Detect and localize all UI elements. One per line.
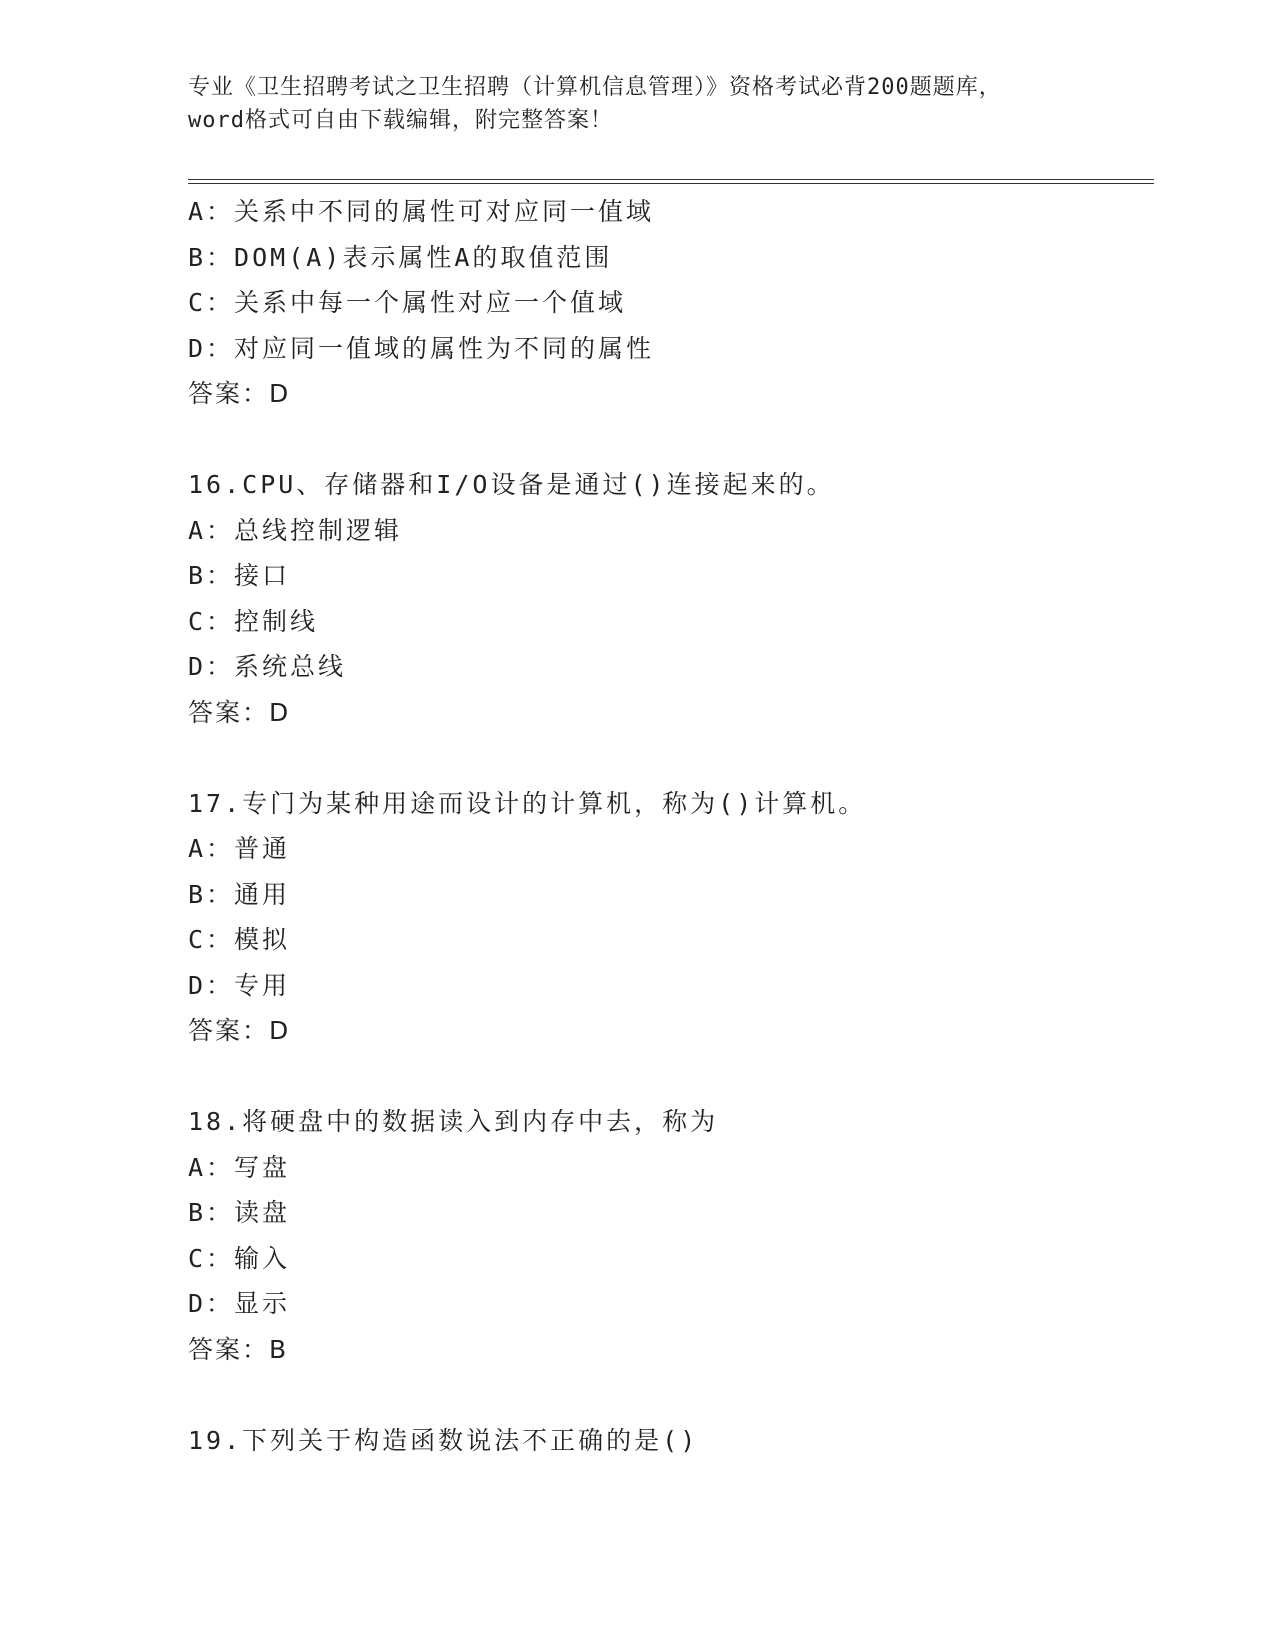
- question-19-block: [188, 1418, 1138, 1464]
- option-d: D：系统总线: [188, 652, 347, 681]
- document-header: [188, 71, 1088, 137]
- option-a: A：总线控制逻辑: [188, 515, 403, 545]
- question-text: 18.将硬盘中的数据读入到内存中去，称为: [188, 1107, 719, 1136]
- option-b: B：DOM(A)表示属性A的取值范围: [188, 242, 613, 272]
- spacer: [188, 735, 1138, 781]
- option-a: A：普通: [188, 834, 291, 863]
- answer-line: 答案：D: [188, 379, 291, 408]
- question-16-block: [188, 462, 1138, 735]
- option-c: C：模拟: [188, 925, 291, 954]
- option-c: C：控制线: [188, 606, 319, 636]
- question-text: 19.下列关于构造函数说法不正确的是(): [188, 1425, 699, 1455]
- question-text: 16.CPU、存储器和I/O设备是通过()连接起来的。: [188, 470, 835, 499]
- answer-line: 答案：B: [188, 1334, 289, 1364]
- option-a: A：关系中不同的属性可对应同一值域: [188, 197, 655, 226]
- option-a: A：写盘: [188, 1152, 291, 1182]
- question-17-block: [188, 781, 1138, 1054]
- question-18-block: [188, 1099, 1138, 1372]
- option-d: D：专用: [188, 970, 291, 1000]
- option-b: B：读盘: [188, 1198, 291, 1227]
- option-b: B：接口: [188, 561, 291, 590]
- answer-line: 答案：D: [188, 1016, 291, 1045]
- header-title-line1: 专业《卫生招聘考试之卫生招聘（计算机信息管理）》资格考试必背200题题库，: [188, 75, 1002, 100]
- header-divider-bottom: [188, 183, 1154, 184]
- option-c: C：输入: [188, 1243, 291, 1273]
- header-divider-top: [188, 179, 1154, 180]
- question-text: 17.专门为某种用途而设计的计算机，称为()计算机。: [188, 788, 867, 818]
- option-d: D：显示: [188, 1289, 291, 1318]
- question-15-block: [188, 189, 1138, 417]
- option-c: C：关系中每一个属性对应一个值域: [188, 288, 627, 317]
- header-title-line2: word格式可自由下载编辑，附完整答案！: [188, 108, 613, 133]
- option-d: D：对应同一值域的属性为不同的属性: [188, 333, 655, 363]
- option-b: B：通用: [188, 879, 291, 909]
- spacer: [188, 1372, 1138, 1418]
- spacer: [188, 1054, 1138, 1100]
- question-list: [188, 189, 1138, 1463]
- spacer: [188, 417, 1138, 463]
- answer-line: 答案：D: [188, 697, 291, 727]
